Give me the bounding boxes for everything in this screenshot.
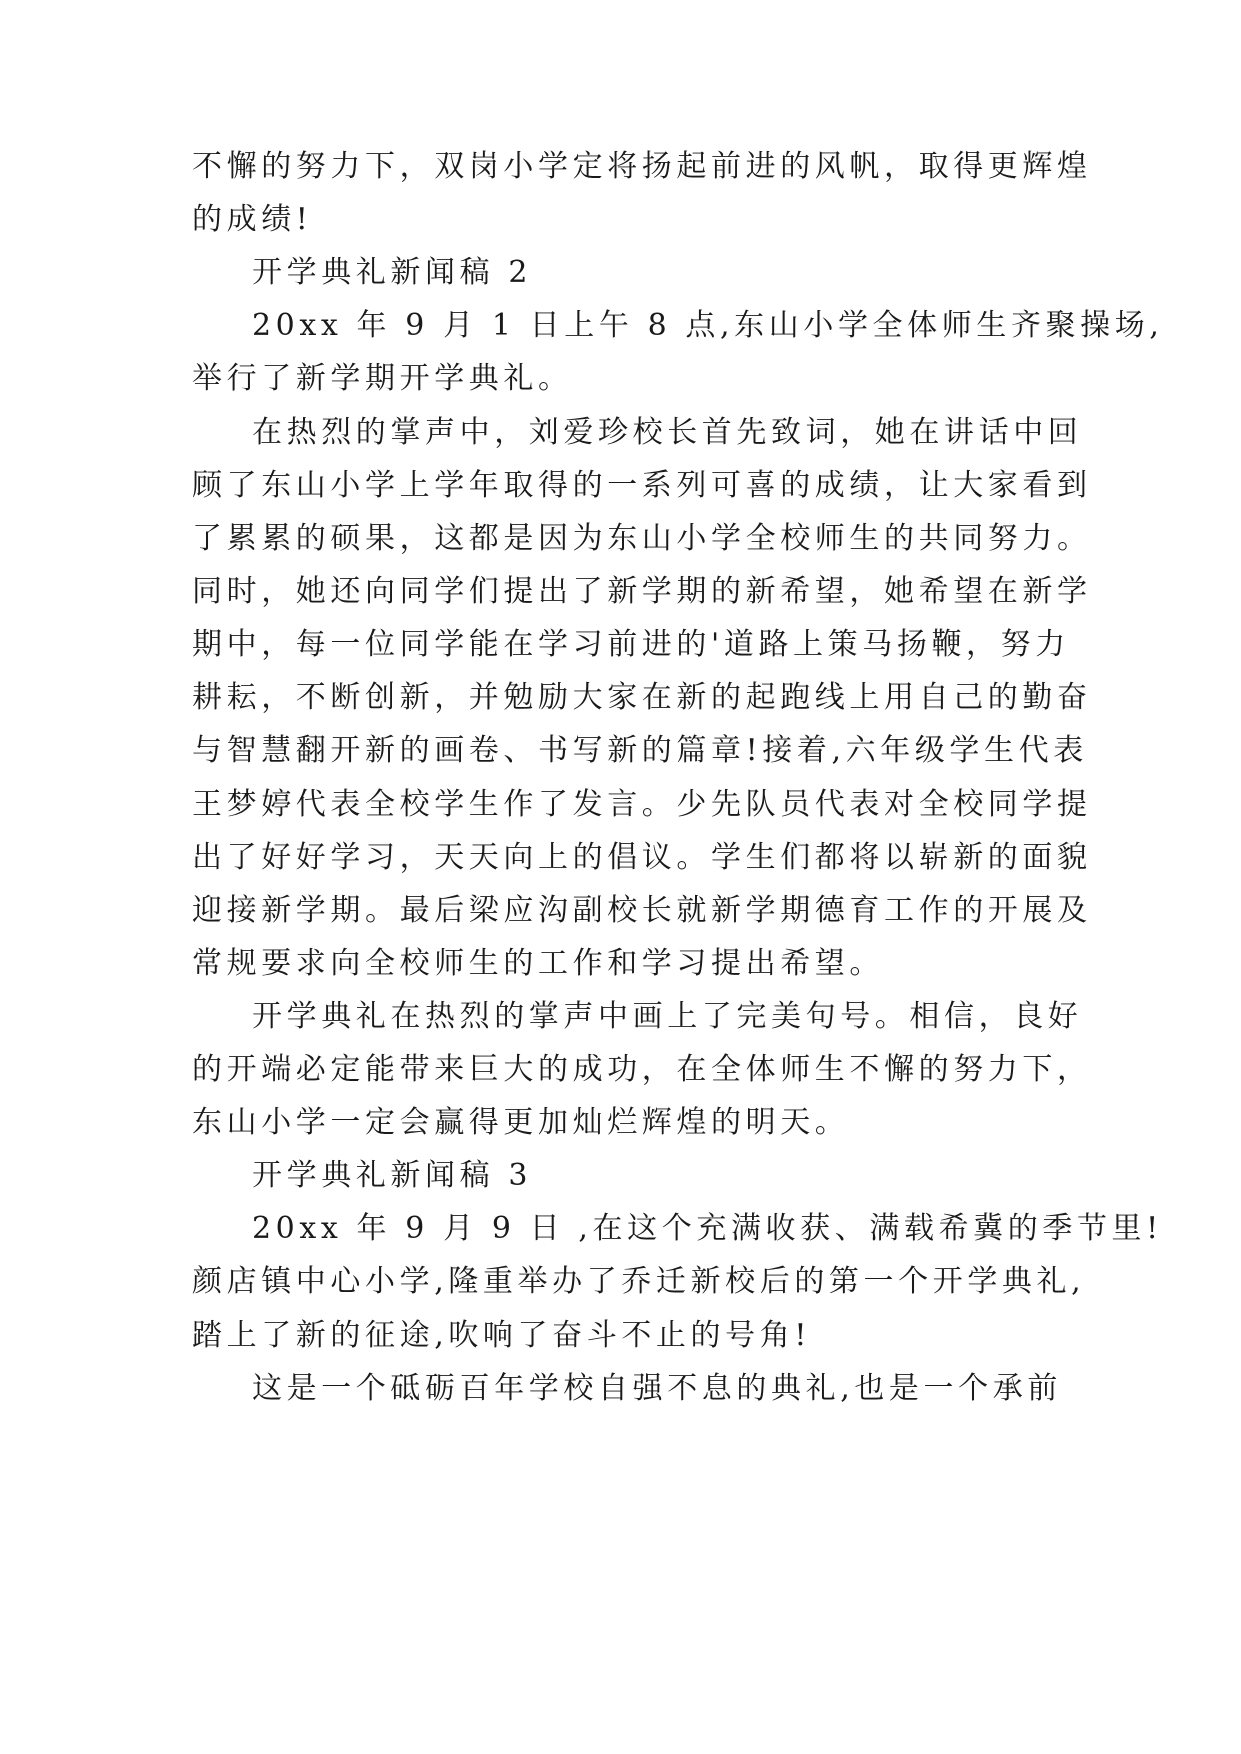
text-line: 耕耘，不断创新，并勉励大家在新的起跑线上用自己的勤奋 <box>192 680 1092 715</box>
text-line: 开学典礼在热烈的掌声中画上了完美句号。相信，良好 <box>252 999 1083 1034</box>
text-line: 迎接新学期。最后梁应沟副校长就新学期德育工作的开展及 <box>192 893 1092 928</box>
text-line: 踏上了新的征途,吹响了奋斗不止的号角! <box>192 1318 811 1353</box>
section-heading: 开学典礼新闻稿 2 <box>252 255 533 290</box>
text-line: 了累累的硕果，这都是因为东山小学全校师生的共同努力。 <box>192 521 1092 556</box>
text-line: 顾了东山小学上学年取得的一系列可喜的成绩，让大家看到 <box>192 468 1092 503</box>
text-line: 不懈的努力下，双岗小学定将扬起前进的风帆，取得更辉煌 <box>192 149 1092 184</box>
text-line: 同时，她还向同学们提出了新学期的新希望，她希望在新学 <box>192 574 1092 609</box>
section-heading: 开学典礼新闻稿 3 <box>252 1158 533 1193</box>
text-line: 与智慧翻开新的画卷、书写新的篇章!接着,六年级学生代表 <box>192 733 1088 768</box>
text-line: 的成绩! <box>192 202 313 237</box>
text-line: 20xx 年 9 月 9 日 ,在这个充满收获、满载希冀的季节里! <box>252 1211 1163 1246</box>
text-line: 王梦婷代表全校学生作了发言。少先队员代表对全校同学提 <box>192 787 1092 822</box>
text-line: 颜店镇中心小学,隆重举办了乔迁新校后的第一个开学典礼, <box>192 1264 1086 1299</box>
text-line: 期中，每一位同学能在学习前进的'道路上策马扬鞭，努力 <box>192 627 1070 662</box>
text-line: 出了好好学习，天天向上的倡议。学生们都将以崭新的面貌 <box>192 840 1092 875</box>
text-line: 举行了新学期开学典礼。 <box>192 361 573 396</box>
text-line: 的开端必定能带来巨大的成功，在全体师生不懈的努力下， <box>192 1052 1092 1087</box>
text-line: 20xx 年 9 月 1 日上午 8 点,东山小学全体师生齐聚操场, <box>252 308 1164 343</box>
text-line: 常规要求向全校师生的工作和学习提出希望。 <box>192 946 884 981</box>
text-line: 这是一个砥砺百年学校自强不息的典礼,也是一个承前 <box>252 1371 1062 1406</box>
text-line: 在热烈的掌声中，刘爱珍校长首先致词，她在讲话中回 <box>252 415 1083 450</box>
text-line: 东山小学一定会赢得更加灿烂辉煌的明天。 <box>192 1105 850 1140</box>
